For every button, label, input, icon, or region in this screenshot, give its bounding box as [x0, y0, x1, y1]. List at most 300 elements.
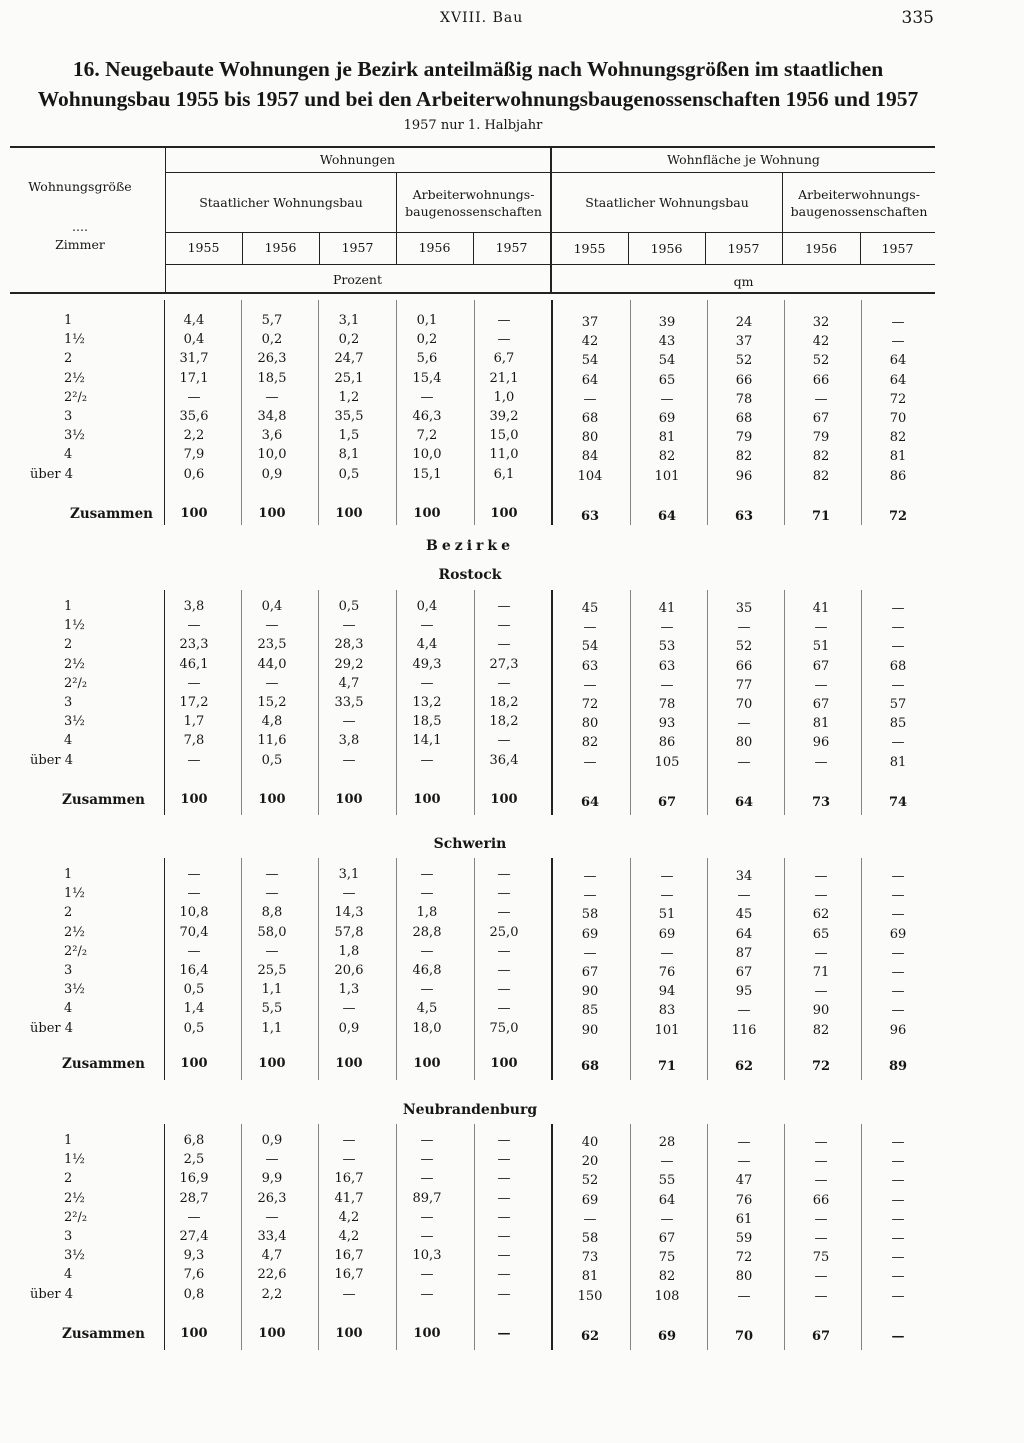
row-header-dots: ....	[72, 219, 88, 234]
table-cell: 3,8	[183, 599, 205, 614]
table-cell: 15,0	[489, 428, 519, 444]
table-cell: 39,2	[489, 409, 519, 424]
table-cell: 23,5	[257, 637, 287, 653]
table-cell: —	[342, 752, 356, 768]
column-separator	[784, 590, 785, 815]
table-cell: 1,8	[416, 905, 438, 921]
table-cell: 16,4	[179, 963, 209, 978]
table-cell: 68	[735, 411, 753, 426]
table-cell: 32	[812, 315, 830, 330]
year-header: 1955	[573, 241, 606, 256]
table-cell: —	[497, 1133, 511, 1148]
table-cell: 57	[889, 697, 907, 712]
table-cell: 0,9	[261, 1133, 283, 1148]
table-cell: —	[420, 982, 434, 998]
row-label: 2	[64, 351, 73, 367]
row-label: über 4	[30, 1020, 74, 1036]
total-cell: 100	[258, 1326, 286, 1341]
table-cell: —	[420, 1267, 434, 1283]
table-cell: 11,0	[489, 447, 519, 463]
table-cell: —	[265, 389, 279, 405]
table-cell: —	[420, 867, 434, 882]
table-cell: —	[342, 1001, 356, 1017]
total-cell: 74	[888, 795, 908, 810]
table-cell: 101	[654, 468, 680, 484]
table-cell: 46,3	[412, 409, 442, 424]
table-cell: 3,8	[338, 733, 360, 749]
table-cell: 3,1	[338, 867, 360, 882]
table-cell: 18,2	[489, 714, 519, 730]
table-cell: 34,8	[257, 409, 287, 424]
table-cell: —	[814, 391, 828, 407]
table-cell: 90	[812, 1003, 830, 1019]
table-cell: 11,6	[257, 733, 287, 749]
sub-staatlich-right: Staatlicher Wohnungsbau	[585, 195, 749, 210]
table-cell: 14,3	[334, 905, 364, 921]
table-cell: —	[814, 1173, 828, 1189]
table-cell: 42	[581, 334, 599, 350]
table-cell: 84	[581, 449, 599, 465]
table-cell: 8,8	[261, 905, 283, 921]
table-cell: 71	[812, 965, 830, 980]
table-cell: —	[497, 1209, 511, 1225]
table-cell: 1,0	[493, 389, 515, 405]
table-cell: —	[891, 1192, 905, 1208]
table-cell: 73	[581, 1250, 599, 1266]
table-cell: —	[497, 1001, 511, 1017]
total-cell: 100	[335, 1326, 363, 1341]
table-cell: —	[891, 1211, 905, 1227]
table-cell: 80	[581, 430, 599, 446]
table-cell: 63	[658, 658, 676, 674]
table-cell: —	[583, 945, 597, 961]
section-title-neubrandenburg: Neubrandenburg	[402, 1102, 538, 1118]
table-subtitle: 1957 nur 1. Halbjahr	[403, 118, 543, 133]
table-cell: 82	[735, 449, 753, 465]
table-cell: —	[814, 888, 828, 904]
table-cell: —	[497, 1229, 511, 1244]
table-cell: —	[187, 675, 201, 691]
table-cell: —	[265, 1152, 279, 1168]
table-cell: 80	[735, 1269, 753, 1285]
table-cell: 0,9	[261, 466, 283, 482]
table-cell: —	[497, 618, 511, 634]
table-cell: 70	[735, 697, 753, 712]
table-cell: 1,2	[338, 389, 360, 405]
table-cell: 28,3	[334, 637, 364, 653]
table-cell: —	[660, 677, 674, 693]
total-cell: 64	[657, 509, 677, 524]
table-cell: 29,2	[334, 656, 364, 672]
table-cell: —	[814, 754, 828, 770]
table-cell: —	[660, 869, 674, 884]
total-cell: 89	[888, 1059, 908, 1074]
table-cell: 81	[581, 1269, 599, 1285]
table-cell: —	[660, 945, 674, 961]
total-row-label: Zusammen	[62, 1056, 145, 1072]
running-header	[0, 10, 1024, 32]
table-cell: —	[737, 1288, 751, 1304]
total-cell: 72	[888, 509, 908, 524]
table-cell: —	[265, 618, 279, 634]
table-cell: —	[583, 888, 597, 904]
table-cell: 7,2	[416, 428, 438, 444]
table-cell: 37	[735, 334, 753, 350]
total-cell: 69	[657, 1329, 677, 1344]
table-cell: 9,9	[261, 1171, 283, 1187]
table-cell: 67	[812, 697, 830, 712]
table-cell: 4,7	[338, 675, 360, 691]
total-cell: 100	[490, 792, 518, 807]
table-cell: 1,3	[338, 982, 360, 998]
table-cell: 82	[658, 1269, 676, 1285]
table-cell: —	[814, 1231, 828, 1246]
table-cell: 28,8	[412, 924, 442, 940]
table-cell: 66	[735, 372, 753, 388]
table-cell: 59	[735, 1231, 753, 1246]
total-cell: 100	[180, 506, 208, 521]
table-cell: 86	[658, 735, 676, 751]
table-cell: 7,9	[183, 447, 205, 463]
table-cell: 80	[735, 735, 753, 751]
table-cell: 5,6	[416, 351, 438, 367]
table-cell: 41	[812, 601, 830, 616]
table-cell: 58,0	[257, 924, 287, 940]
table-cell: —	[497, 675, 511, 691]
table-cell: 72	[735, 1250, 753, 1266]
table-cell: 68	[889, 658, 907, 674]
table-cell: —	[265, 886, 279, 902]
table-cell: —	[420, 1286, 434, 1302]
table-cell: 10,0	[412, 447, 442, 463]
table-cell: 79	[812, 430, 830, 446]
table-cell: —	[342, 618, 356, 634]
column-separator	[707, 590, 708, 815]
table-cell: 1,5	[338, 428, 360, 444]
row-label: 1	[64, 599, 73, 614]
table-cell: —	[891, 601, 905, 616]
year-header: 1955	[187, 240, 220, 255]
table-cell: 4,2	[338, 1229, 360, 1244]
table-cell: 72	[581, 697, 599, 712]
table-cell: —	[583, 391, 597, 407]
row-label: über 4	[30, 1286, 74, 1302]
table-cell: —	[497, 982, 511, 998]
table-cell: —	[891, 735, 905, 751]
table-cell: 25,0	[489, 924, 519, 940]
table-cell: 65	[812, 926, 830, 942]
total-cell: 100	[335, 1056, 363, 1071]
table-cell: 52	[581, 1173, 599, 1189]
table-cell: 1,7	[183, 714, 205, 730]
table-cell: 24	[735, 315, 753, 330]
table-cell: 150	[577, 1288, 603, 1304]
total-cell: 100	[413, 1056, 441, 1071]
table-cell: 58	[581, 907, 599, 923]
table-cell: 81	[889, 449, 907, 465]
column-separator	[861, 1124, 862, 1350]
column-separator	[784, 1124, 785, 1350]
year-header: 1957	[881, 241, 914, 256]
table-cell: 0,2	[416, 332, 438, 348]
table-cell: 16,9	[179, 1171, 209, 1187]
table-cell: 85	[889, 716, 907, 732]
table-cell: 69	[658, 926, 676, 942]
table-cell: 116	[731, 1022, 757, 1038]
table-cell: —	[891, 869, 905, 884]
table-cell: —	[497, 332, 511, 348]
table-cell: —	[420, 943, 434, 959]
table-cell: 75,0	[489, 1020, 519, 1036]
table-cell: —	[497, 886, 511, 902]
table-cell: —	[497, 599, 511, 614]
table-cell: 69	[581, 926, 599, 942]
total-cell: 68	[580, 1059, 600, 1074]
table-cell: 6,1	[493, 466, 515, 482]
unit-percent: Prozent	[333, 272, 382, 287]
table-cell: 4,8	[261, 714, 283, 730]
total-row-label: Zusammen	[62, 1326, 145, 1342]
table-cell: —	[814, 1211, 828, 1227]
total-cell: 100	[413, 506, 441, 521]
table-cell: 62	[812, 907, 830, 923]
table-cell: —	[660, 1154, 674, 1170]
table-cell: 1,8	[338, 943, 360, 959]
table-cell: 82	[812, 1022, 830, 1038]
row-label: 2	[64, 1171, 73, 1187]
table-cell: 108	[654, 1288, 680, 1304]
table-cell: 96	[735, 468, 753, 484]
table-cell: —	[891, 1231, 905, 1246]
table-cell: 27,4	[179, 1229, 209, 1244]
total-cell: 100	[180, 792, 208, 807]
table-cell: —	[891, 677, 905, 693]
table-cell: —	[891, 1003, 905, 1019]
table-cell: 44,0	[257, 656, 287, 672]
total-cell: 63	[580, 509, 600, 524]
table-cell: 67	[812, 658, 830, 674]
year-header: 1956	[650, 241, 683, 256]
column-separator	[784, 858, 785, 1080]
table-cell: —	[583, 620, 597, 636]
table-cell: 26,3	[257, 351, 287, 367]
table-cell: 10,8	[179, 905, 209, 921]
column-separator	[707, 300, 708, 525]
table-cell: 5,7	[261, 313, 283, 328]
table-cell: —	[891, 334, 905, 350]
total-cell: 71	[657, 1059, 677, 1074]
total-cell: 100	[258, 1056, 286, 1071]
table-cell: 33,5	[334, 695, 364, 710]
table-cell: 75	[812, 1250, 830, 1266]
table-cell: 0,2	[338, 332, 360, 348]
row-label: 2	[64, 637, 73, 653]
total-cell: —	[891, 1329, 905, 1344]
table-cell: —	[497, 943, 511, 959]
table-cell: 0,8	[183, 1286, 205, 1302]
table-cell: 24,7	[334, 351, 364, 367]
table-cell: 0,5	[183, 1020, 205, 1036]
table-cell: 20,6	[334, 963, 364, 978]
table-cell: —	[583, 869, 597, 884]
table-cell: —	[737, 1154, 751, 1170]
table-cell: —	[891, 888, 905, 904]
table-cell: —	[187, 389, 201, 405]
table-cell: —	[420, 618, 434, 634]
table-cell: —	[420, 886, 434, 902]
total-cell: 100	[413, 1326, 441, 1341]
table-cell: 37	[581, 315, 599, 330]
table-cell: 3,6	[261, 428, 283, 444]
table-cell: 77	[735, 677, 753, 693]
row-label: 4	[64, 447, 73, 463]
table-cell: —	[814, 1154, 828, 1170]
table-cell: —	[265, 675, 279, 691]
table-cell: —	[737, 888, 751, 904]
column-separator	[707, 1124, 708, 1350]
table-cell: 82	[889, 430, 907, 446]
table-cell: 0,4	[261, 599, 283, 614]
table-cell: 82	[812, 468, 830, 484]
row-header-label: Wohnungsgröße	[28, 179, 132, 194]
table-cell: 17,1	[179, 370, 209, 386]
column-separator	[630, 300, 631, 525]
table-cell: 66	[812, 1192, 830, 1208]
table-cell: —	[891, 1173, 905, 1189]
table-cell: —	[342, 714, 356, 730]
table-cell: 49,3	[412, 656, 442, 672]
total-cell: 62	[734, 1059, 754, 1074]
table-cell: 54	[581, 639, 599, 655]
total-row-label: Zusammen	[70, 506, 153, 522]
table-cell: —	[583, 754, 597, 770]
table-cell: 52	[812, 353, 830, 369]
row-label: 1½	[64, 886, 85, 902]
total-cell: 100	[335, 506, 363, 521]
table-cell: —	[497, 1171, 511, 1187]
table-cell: 17,2	[179, 695, 209, 710]
row-label: über 4	[30, 466, 74, 482]
table-cell: —	[891, 1250, 905, 1266]
table-cell: —	[497, 1248, 511, 1264]
table-cell: 65	[658, 372, 676, 388]
table-cell: —	[583, 1211, 597, 1227]
table-cell: 1,1	[261, 982, 283, 998]
table-cell: —	[583, 677, 597, 693]
table-cell: 69	[658, 411, 676, 426]
total-cell: 64	[734, 795, 754, 810]
section-title-rostock: Rostock	[438, 567, 502, 583]
group-wohnungen: Wohnungen	[319, 152, 396, 167]
table-cell: —	[737, 754, 751, 770]
table-cell: 82	[812, 449, 830, 465]
table-cell: 9,3	[183, 1248, 205, 1264]
table-cell: 64	[658, 1192, 676, 1208]
table-cell: 0,6	[183, 466, 205, 482]
table-cell: 31,7	[179, 351, 209, 367]
table-cell: 64	[735, 926, 753, 942]
row-label: 3½	[64, 1248, 85, 1264]
table-cell: —	[814, 1135, 828, 1150]
bezirke-heading: Bezirke	[426, 538, 514, 554]
table-cell: 40	[581, 1135, 599, 1150]
table-cell: 86	[889, 468, 907, 484]
table-cell: —	[497, 313, 511, 328]
table-cell: —	[814, 945, 828, 961]
table-cell: 45	[581, 601, 599, 616]
table-cell: —	[891, 945, 905, 961]
table-cell: 90	[581, 984, 599, 1000]
total-cell: 100	[413, 792, 441, 807]
total-cell: 100	[258, 792, 286, 807]
table-cell: 21,1	[489, 370, 519, 386]
table-cell: —	[891, 639, 905, 655]
table-cell: 27,3	[489, 656, 519, 672]
table-cell: 4,4	[183, 313, 205, 328]
table-cell: 61	[735, 1211, 753, 1227]
table-cell: 6,8	[183, 1133, 205, 1148]
section-title-schwerin: Schwerin	[433, 836, 507, 852]
table-cell: 5,5	[261, 1001, 283, 1017]
table-cell: 53	[658, 639, 676, 655]
table-cell: 67	[581, 965, 599, 980]
column-separator	[707, 858, 708, 1080]
table-cell: 55	[658, 1173, 676, 1189]
total-cell: 100	[490, 506, 518, 521]
table-cell: 18,0	[412, 1020, 442, 1036]
table-cell: 36,4	[489, 752, 519, 768]
table-cell: —	[891, 907, 905, 923]
total-cell: 62	[580, 1329, 600, 1344]
table-cell: 34	[735, 869, 753, 884]
row-label: 3	[64, 1229, 73, 1244]
row-label: 2½	[64, 924, 85, 940]
table-cell: 87	[735, 945, 753, 961]
table-cell: 69	[889, 926, 907, 942]
row-label: 1½	[64, 618, 85, 634]
total-cell: 70	[734, 1329, 754, 1344]
table-cell: 26,3	[257, 1190, 287, 1206]
total-cell: 100	[335, 792, 363, 807]
table-cell: 20	[581, 1154, 599, 1170]
table-cell: 46,8	[412, 963, 442, 978]
row-label: 3½	[64, 428, 85, 444]
row-label: über 4	[30, 752, 74, 768]
sub-awg-right: Arbeiterwohnungs- baugenossenschaften	[790, 187, 928, 219]
table-cell: —	[420, 675, 434, 691]
column-separator	[551, 300, 553, 525]
unit-qm: qm	[733, 274, 754, 289]
table-cell: 101	[654, 1022, 680, 1038]
row-label: 4	[64, 733, 73, 749]
table-cell: 22,6	[257, 1267, 287, 1283]
running-section-title: XVIII. Bau	[440, 10, 524, 26]
table-cell: —	[497, 1152, 511, 1168]
table-cell: 75	[658, 1250, 676, 1266]
table-cell: —	[737, 620, 751, 636]
table-cell: 18,5	[412, 714, 442, 730]
row-label: 3½	[64, 982, 85, 998]
table-cell: 42	[812, 334, 830, 350]
table-cell: —	[814, 1269, 828, 1285]
table-cell: —	[342, 1286, 356, 1302]
table-cell: 81	[658, 430, 676, 446]
table-cell: —	[660, 888, 674, 904]
table-cell: 51	[658, 907, 676, 923]
table-cell: 76	[735, 1192, 753, 1208]
year-header: 1957	[341, 240, 374, 255]
table-cell: 0,2	[261, 332, 283, 348]
